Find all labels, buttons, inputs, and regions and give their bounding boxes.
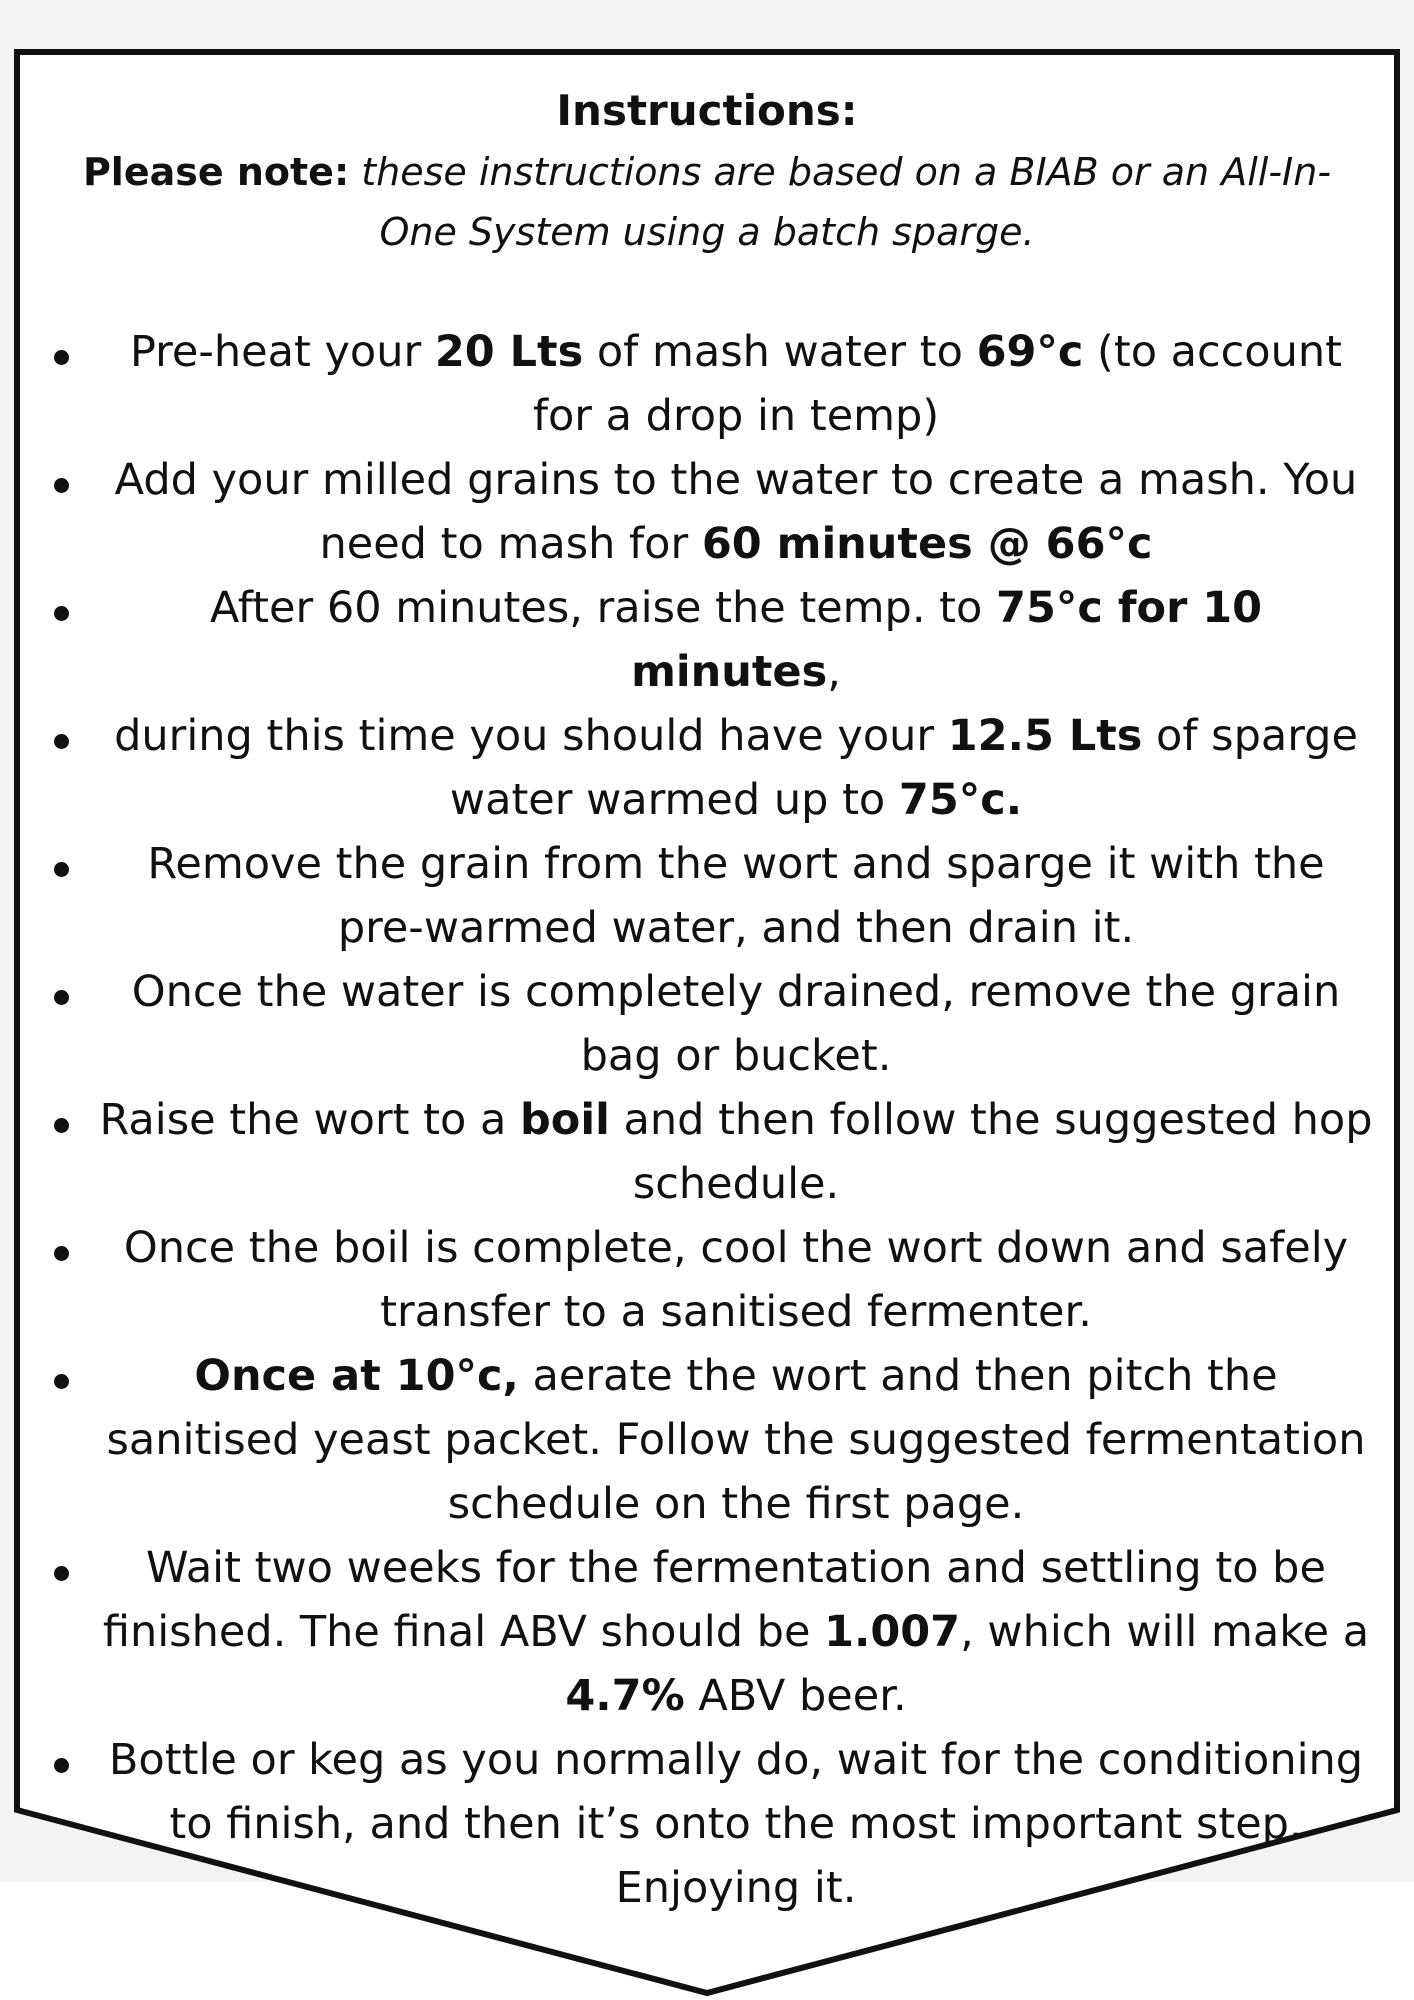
closing-line: Enjoying it. [615, 1863, 857, 1913]
step-text: Add your milled grains to the water to create a mash. You need to mash for [114, 455, 1358, 569]
bullet-icon [54, 1246, 69, 1261]
step-item [40, 1216, 1374, 1344]
step-text: Wait two weeks for the fermentation and settling to be finished. The final ABV should be [102, 1543, 1326, 1657]
bullet-icon [54, 1118, 69, 1133]
step-emphasis: 60 minutes @ 66°c [701, 519, 1153, 569]
bullet-icon [54, 478, 69, 493]
step-text: After 60 minutes, raise the temp. to [209, 583, 997, 633]
please-note [50, 142, 1364, 262]
instructions-heading: Instructions: [556, 86, 858, 135]
bullet-icon [54, 1374, 69, 1389]
bullet-icon [54, 1758, 69, 1773]
bullet-icon [54, 1566, 69, 1581]
bullet-icon [54, 350, 69, 365]
note-text: these instructions are based on a BIAB or an All-In-One System using a batch sparge. [349, 150, 1332, 254]
step-item [40, 1088, 1374, 1216]
step-emphasis: boil [520, 1095, 610, 1145]
step-item [40, 1344, 1374, 1536]
step-text: aerate the wort and then pitch the sanitised yeast packet. Follow the suggested fermentation schedule on the first page. [106, 1351, 1366, 1529]
step-text: Once the boil is complete, cool the wort down and safely transfer to a sanitised fermenter. [123, 1223, 1349, 1337]
step-text: Bottle or keg as you normally do, wait for the conditioning to finish, and then it’s onto the most important step. [108, 1735, 1364, 1849]
bullet-icon [54, 990, 69, 1005]
step-text: and then follow the suggested hop schedule. [609, 1095, 1373, 1209]
step-item [40, 1728, 1374, 1856]
note-label: Please note: [82, 150, 350, 194]
bullet-icon [54, 606, 69, 621]
step-item [40, 832, 1374, 960]
step-text: , which will make a [960, 1607, 1370, 1657]
step-text: Pre-heat your [130, 327, 435, 377]
instructions-panel [40, 80, 1374, 1920]
step-item [40, 960, 1374, 1088]
steps-list [40, 320, 1374, 1856]
step-emphasis: 75°c for 10 minutes [631, 583, 1263, 697]
step-text: of sparge water warmed up to [449, 711, 1358, 825]
step-text: Once the water is completely drained, remove the grain bag or bucket. [131, 967, 1341, 1081]
step-item [40, 576, 1374, 704]
step-emphasis: 69°c [976, 327, 1084, 377]
step-text: during this time you should have your [114, 711, 948, 761]
step-text: , [827, 647, 841, 697]
step-text: Raise the wort to a [99, 1095, 521, 1145]
bullet-icon [54, 734, 69, 749]
bullet-icon [54, 862, 69, 877]
step-text: ABV beer. [684, 1671, 907, 1721]
step-item [40, 448, 1374, 576]
step-item [40, 704, 1374, 832]
step-emphasis: 20 Lts [434, 327, 584, 377]
step-emphasis: 1.007 [824, 1607, 961, 1657]
step-emphasis: Once at 10°c, [194, 1351, 519, 1401]
step-emphasis: 12.5 Lts [947, 711, 1143, 761]
step-item [40, 1536, 1374, 1728]
step-text: Remove the grain from the wort and sparge it with the pre-warmed water, and then drain it. [147, 839, 1325, 953]
step-item [40, 320, 1374, 448]
step-emphasis: 75°c. [898, 775, 1023, 825]
step-text: of mash water to [583, 327, 977, 377]
step-emphasis: 4.7% [565, 1671, 685, 1721]
step-text: (to account for a drop in temp) [532, 327, 1342, 441]
